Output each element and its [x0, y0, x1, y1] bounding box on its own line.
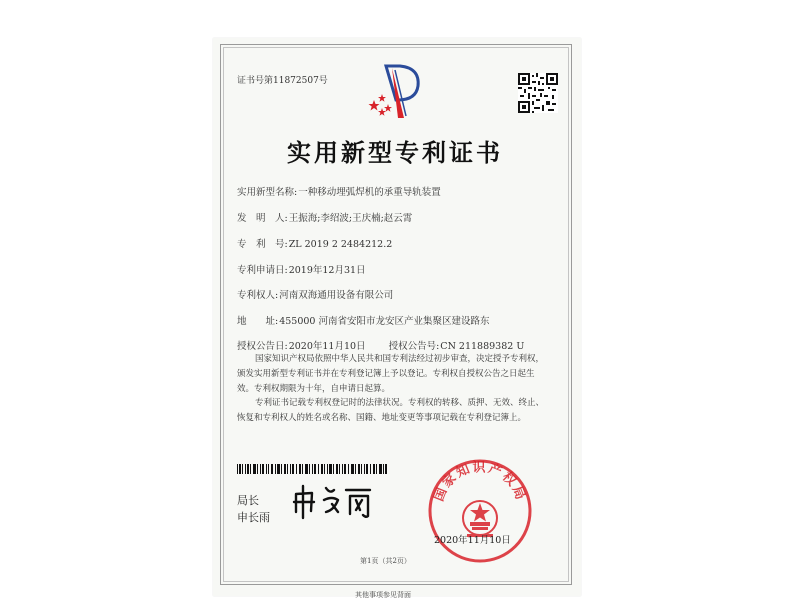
field-value: 河南双海通用设备有限公司 — [279, 290, 394, 301]
field-inventor — [237, 210, 412, 224]
field-value: 一种移动埋弧焊机的承重导轨装置 — [298, 187, 441, 198]
field-value: 2020年11月10日 — [288, 341, 366, 352]
signatory-name: 申长雨 — [237, 511, 270, 524]
field-patentee — [237, 287, 393, 301]
handwritten-signature-icon — [290, 482, 375, 522]
field-label: 实用新型名称: — [237, 187, 298, 198]
field-label: 专 利 号: — [237, 239, 288, 250]
certificate-paragraph-1: 国家知识产权局依照中华人民共和国专利法经过初步审查，决定授予专利权，颁发实用新型专利证书并在专利登记簿上予以登记。专利权自授权公告之日起生效。专利权期限为十年，自申请日起算。 — [237, 354, 545, 394]
field-label: 授权公告号: — [388, 341, 440, 352]
field-patent-number — [237, 236, 392, 250]
field-application-date — [237, 262, 366, 276]
seal-date: 2020年11月10日 — [434, 535, 511, 546]
signatory-title: 局长 — [237, 494, 259, 507]
svg-text:国家知识产权局: 国家知识产权局 — [431, 460, 529, 504]
barcode-icon — [237, 464, 387, 474]
field-value: 2019年12月31日 — [288, 265, 366, 276]
field-label: 专利权人: — [237, 290, 279, 301]
field-label: 发 明 人: — [237, 213, 288, 224]
qr-code-icon — [518, 73, 558, 113]
field-value: ZL 2019 2 2484212.2 — [288, 239, 393, 250]
field-value: 455000 河南省安阳市龙安区产业集聚区建设路东 — [279, 316, 490, 327]
field-value: 王振海;李绍波;王庆楠;赵云霄 — [288, 213, 413, 224]
field-address — [237, 313, 490, 327]
footer-note: 其他事项参见背面 — [355, 591, 411, 599]
field-utility-model-name — [237, 184, 441, 198]
field-value: CN 211889382 U — [440, 341, 525, 352]
field-grant-publication — [237, 338, 524, 352]
certificate-number: 证书号第11872507号 — [237, 76, 328, 86]
certificate-paragraph-2: 专利证书记载专利权登记时的法律状况。专利权的转移、质押、无效、终止、恢复和专利权人的姓名或名称、国籍、地址变更等事项记载在专利登记簿上。 — [237, 398, 545, 423]
official-seal-icon — [425, 456, 535, 566]
certificate-title: 实用新型专利证书 — [287, 139, 503, 167]
field-label: 授权公告日: — [237, 341, 288, 352]
page-indicator: 第1页（共2页） — [360, 557, 411, 565]
cnipa-logo-icon — [362, 60, 432, 122]
field-label: 地 址: — [237, 316, 279, 327]
field-label: 专利申请日: — [237, 265, 288, 276]
